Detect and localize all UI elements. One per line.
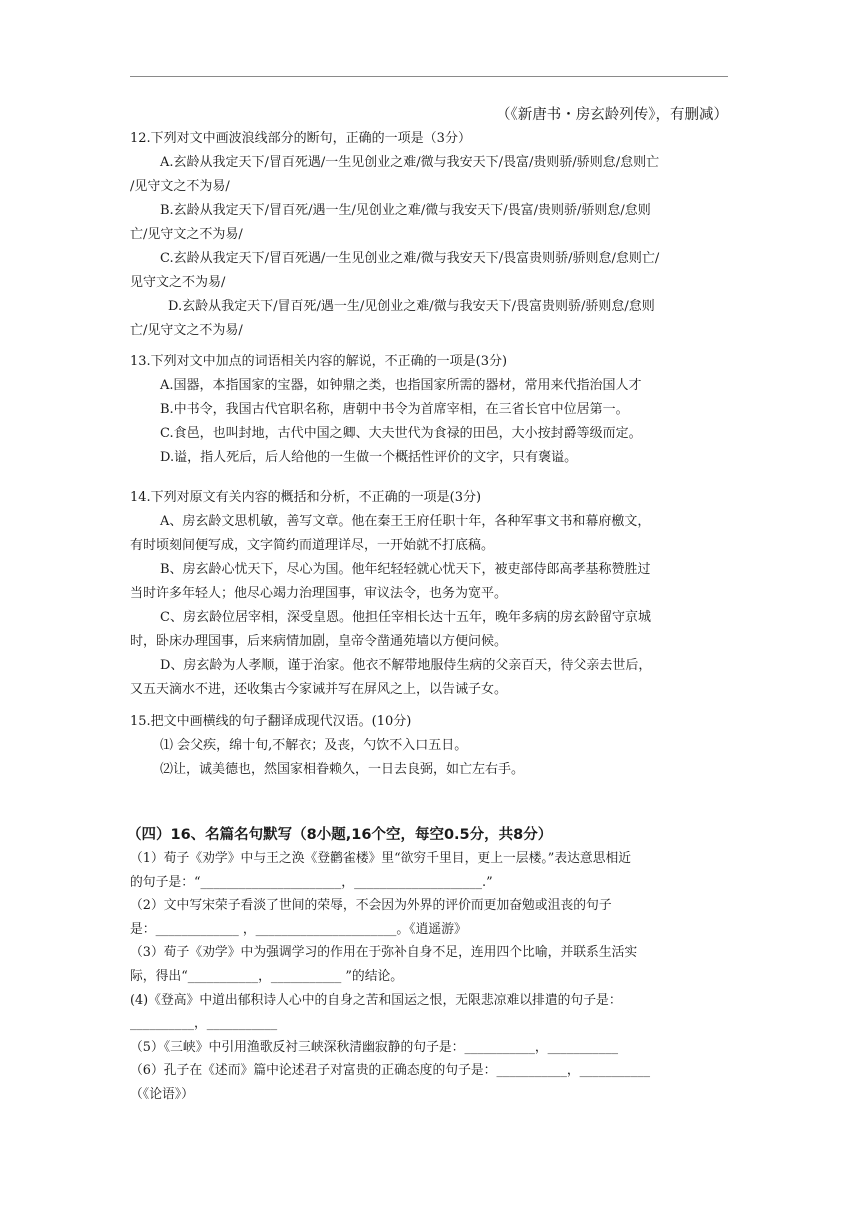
q16-line-5: （3）荀子《劝学》中为强调学习的作用在于弥补自身不足，连用四个比喻，并联系生活实 xyxy=(130,945,638,961)
q13-option-c: C.食邑，也叫封地，古代中国之卿、大夫世代为食禄的田邑，大小按封爵等级而定。 xyxy=(160,426,642,441)
question-16 xyxy=(127,823,735,1107)
question-14-stem: 14.下列对原文有关内容的概括和分析，不正确的一项是(3分) xyxy=(130,490,482,505)
q12-option-d-line2: 亡/见守文之不为易/ xyxy=(130,323,243,338)
q13-option-d: D.谥，指人死后，后人给他的一生做一个概括性评价的文字，只有褒谥。 xyxy=(160,450,578,465)
q14-option-d-line1: D、房玄龄为人孝顺，谨于治家。他衣不解带地服侍生病的父亲百天，待父亲去世后， xyxy=(160,658,652,673)
q14-option-b-line1: B、房玄龄心忧天下，尽心为国。他年纪轻轻就心忧天下，被吏部侍郎高孝基称赞胜过 xyxy=(160,562,651,577)
q16-line-2: 的句子是：“______________________，____________________.” xyxy=(130,874,493,890)
q12-option-a-line1: A.玄龄从我定天下/冒百死遇/一生见创业之难/微与我安天下/畏富/贵则骄/骄则怠/怠则亡 xyxy=(160,155,660,170)
q16-line-10: （6）孔子在《述而》篇中论述君子对富贵的正确态度的句子是：___________，___________ xyxy=(130,1063,651,1079)
question-14 xyxy=(130,486,730,702)
q16-line-11: （《论语》） xyxy=(130,1086,194,1102)
q14-option-d-line2: 又五天滴水不进，还收集古今家诫并写在屏风之上，以告诫子女。 xyxy=(130,682,508,697)
q16-line-9: （5）《三峡》中引用渔歌反衬三峡深秋清幽寂静的句子是：___________，___________ xyxy=(130,1039,619,1055)
q12-option-d-line1: D.玄龄从我定天下/冒百死/遇一生/见创业之难/微与我安天下/畏富贵则骄/骄则怠/怠则 xyxy=(168,299,655,314)
q13-option-a: A.国器，本指国家的宝器，如钟鼎之类，也指国家所需的器材，常用来代指治国人才 xyxy=(160,378,642,393)
q12-option-b-line2: 亡/见守文之不为易/ xyxy=(130,227,243,242)
q16-line-8: __________，___________ xyxy=(130,1016,278,1032)
section-4-title: （四）16、名篇名句默写（8小题,16个空，每空0.5分，共8分） xyxy=(127,827,553,843)
q14-option-b-line2: 当时许多年轻人；他尽心竭力治理国事，审议法令，也务为宽平。 xyxy=(130,586,508,601)
q12-option-a-line2: /见守文之不为易/ xyxy=(130,179,230,194)
q14-option-a-line1: A、房玄龄文思机敏，善写文章。他在秦王王府任职十年，各种军事文书和幕府檄文， xyxy=(160,514,651,529)
q16-line-4: 是：_____________ ，______________________。《逍遥游》 xyxy=(130,921,467,937)
q16-line-7: (4)《登高》中道出郁积诗人心中的自身之苦和国运之恨，无限悲凉难以排遣的句子是： xyxy=(130,992,622,1008)
q14-option-c-line2: 时，卧床办理国事，后来病情加剧，皇帝令凿通苑墙以方便问候。 xyxy=(130,634,508,649)
question-12 xyxy=(130,127,730,343)
question-15-stem: 15.把文中画横线的句子翻译成现代汉语。(10分) xyxy=(130,714,412,729)
q15-item-1: ⑴ 会父疾，绵十旬,不解衣；及丧，勺饮不入口五日。 xyxy=(160,738,468,753)
q16-line-6: 际，得出“___________，___________ ”的结论。 xyxy=(130,968,404,984)
question-12-stem: 12.下列对文中画波浪线部分的断句，正确的一项是（3分） xyxy=(130,131,471,146)
q12-option-b-line1: B.玄龄从我定天下/冒百死/遇一生/见创业之难/微与我安天下/畏富/贵则骄/骄则怠/怠则 xyxy=(160,203,651,218)
top-rule xyxy=(130,76,728,77)
q15-item-2: ⑵让，诚美德也，然国家相眷赖久，一日去良弼，如亡左右手。 xyxy=(160,762,525,777)
question-15 xyxy=(130,710,730,782)
q14-option-c-line1: C、房玄龄位居宰相，深受皇恩。他担任宰相长达十五年，晚年多病的房玄龄留守京城 xyxy=(160,610,651,625)
q16-line-1: （1）荀子《劝学》中与王之涣《登鹳雀楼》里“欲穷千里目，更上一层楼。”表达意思相近 xyxy=(130,851,632,866)
question-13-stem: 13.下列对文中加点的词语相关内容的解说，不正确的一项是(3分) xyxy=(130,354,508,369)
q16-line-3: （2）文中写宋荣子看淡了世间的荣辱，不会因为外界的评价而更加奋勉或沮丧的句子 xyxy=(130,898,612,914)
q13-option-b: B.中书令，我国古代官职名称，唐朝中书令为首席宰相，在三省长官中位居第一。 xyxy=(160,402,629,417)
question-13 xyxy=(130,350,730,470)
q12-option-c-line1: C.玄龄从我定天下/冒百死遇/一生见创业之难/微与我安天下/畏富贵则骄/骄则怠/怠则亡/ xyxy=(160,251,660,266)
q14-option-a-line2: 有时顷刻间便写成，文字简约而道理详尽，一开始就不打底稿。 xyxy=(130,538,495,553)
passage-source: （《新唐书・房玄龄列传》，有删减） xyxy=(496,107,728,123)
q12-option-c-line2: 见守文之不为易/ xyxy=(130,275,226,290)
